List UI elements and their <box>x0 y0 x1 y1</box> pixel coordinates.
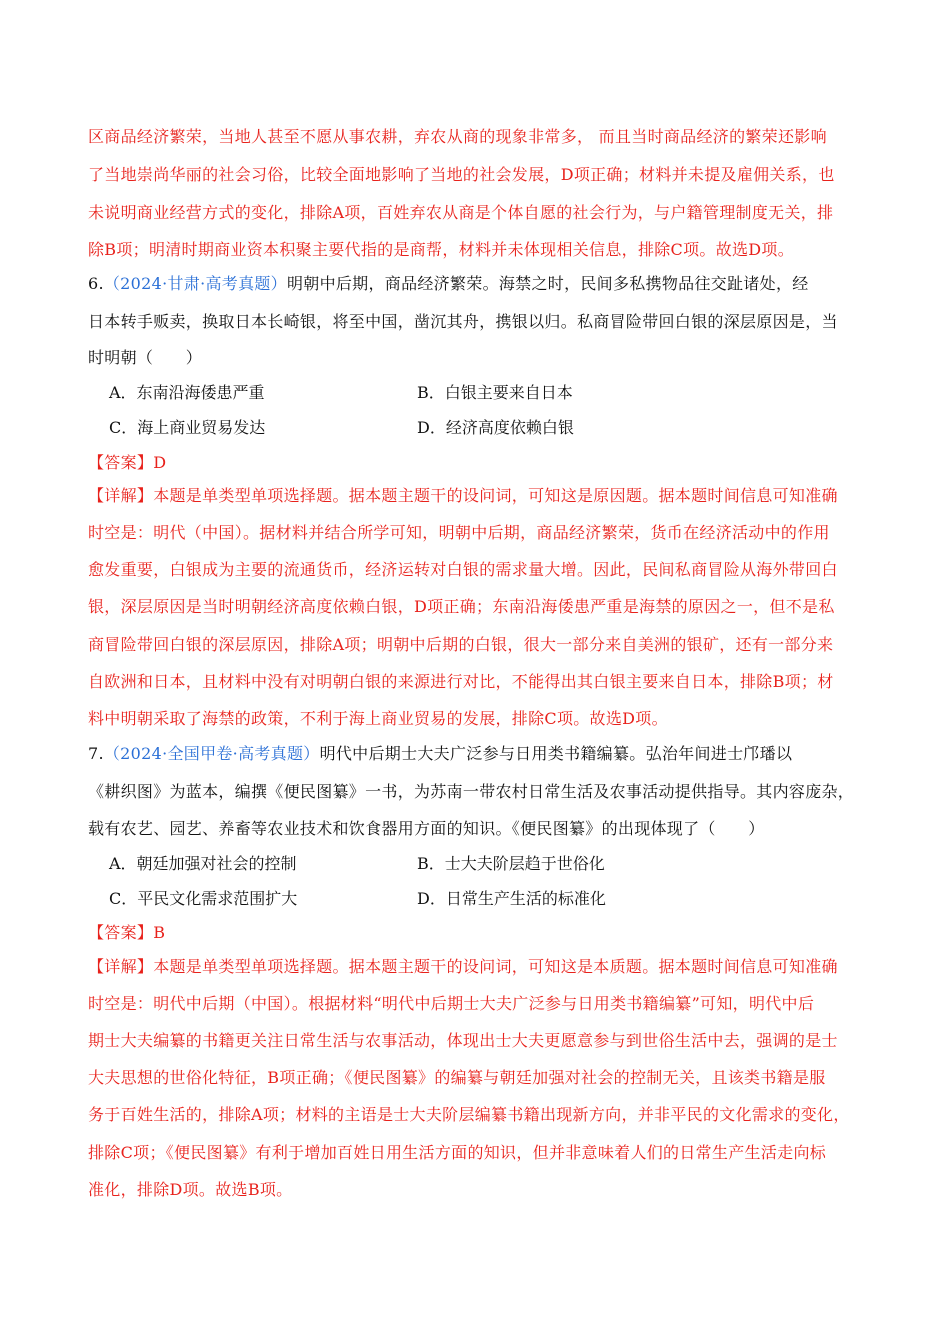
question-6-explanation-line: 愈发重要，白银成为主要的流通货币，经济运转对白银的需求量大增。因此，民间私商冒险从海外带回白 <box>88 560 838 579</box>
question-6-option-b: B．白银主要来自日本 <box>417 383 573 402</box>
question-7-option-a: A．朝廷加强对社会的控制 <box>109 854 297 873</box>
question-6-explanation-line: 银，深层原因是当时明朝经济高度依赖白银，D项正确；东南沿海倭患严重是海禁的原因之一，但不是私 <box>88 597 835 616</box>
prev-explanation-line: 区商品经济繁荣，当地人甚至不愿从事农耕，弃农从商的现象非常多， 而且当时商品经济的繁荣还影响 <box>88 127 827 146</box>
question-6-stem-line: 时明朝（ ） <box>88 348 203 367</box>
question-6-explanation-line: 商冒险带回白银的深层原因，排除A项；明朝中后期的白银，很大一部分来自美洲的银矿，还有一部分来 <box>88 635 834 654</box>
question-6-explanation-line: 自欧洲和日本，且材料中没有对明朝白银的来源进行对比，不能得出其白银主要来自日本，排除B项；材 <box>88 672 834 691</box>
question-6-answer: 【答案】D <box>88 453 167 472</box>
prev-explanation-line: 除B项；明清时期商业资本积聚主要代指的是商帮，材料并未体现相关信息，排除C项。故选D项。 <box>88 240 795 259</box>
question-number: 6. <box>88 274 104 293</box>
question-7-explanation-line: 务于百姓生活的，排除A项；材料的主语是士大夫阶层编纂书籍出现新方向，并非平民的文化需求的变化， <box>88 1105 850 1124</box>
question-7-explanation-line: 排除C项；《便民图纂》有利于增加百姓日用生活方面的知识，但并非意味着人们的日常生产生活走向标 <box>88 1143 827 1162</box>
question-6-option-d: D．经济高度依赖白银 <box>417 418 574 437</box>
question-6-option-c: C．海上商业贸易发达 <box>109 418 266 437</box>
question-7-stem-line: 《耕织图》为蓝本，编撰《便民图纂》一书，为苏南一带农村日常生活及农事活动提供指导。其内容庞杂， <box>88 782 855 801</box>
question-source: （2024·甘肃·高考真题） <box>103 274 287 293</box>
question-number: 7. <box>88 744 104 763</box>
question-6-option-a: A．东南沿海倭患严重 <box>109 383 265 402</box>
question-7-option-b: B．士大夫阶层趋于世俗化 <box>417 854 605 873</box>
question-6-explanation-line: 料中明朝采取了海禁的政策，不利于海上商业贸易的发展，排除C项。故选D项。 <box>88 709 668 728</box>
question-stem-text: 明朝中后期，商品经济繁荣。海禁之时，民间多私携物品往交趾诸处，经 <box>286 274 809 293</box>
prev-explanation-line: 了当地崇尚华丽的社会习俗，比较全面地影响了当地的社会发展，D项正确；材料并未提及雇佣关系，也 <box>88 165 835 184</box>
question-stem-text: 明代中后期士大夫广泛参与日用类书籍编纂。弘治年间进士邝璠以 <box>319 744 793 763</box>
question-7-stem-first-line <box>88 743 792 765</box>
question-7-explanation-line: 期士大夫编纂的书籍更关注日常生活与农事活动，体现出士大夫更愿意参与到世俗生活中去，强调的是士 <box>88 1031 838 1050</box>
prev-explanation-line: 未说明商业经营方式的变化，排除A项，百姓弃农从商是个体自愿的社会行为，与户籍管理制度无关，排 <box>88 203 834 222</box>
question-7-explanation-line: 大夫思想的世俗化特征，B项正确；《便民图纂》的编纂与朝廷加强对社会的控制无关，且该类书籍是服 <box>88 1068 826 1087</box>
question-7-answer: 【答案】B <box>88 923 166 942</box>
question-7-explanation-line: 准化，排除D项。故选B项。 <box>88 1180 293 1199</box>
question-7-option-d: D．日常生产生活的标准化 <box>417 889 606 908</box>
question-6-stem-first-line <box>88 273 809 295</box>
question-6-stem-line: 日本转手贩卖，换取日本长崎银，将至中国，凿沉其舟，携银以归。私商冒险带回白银的深层原因是，当 <box>88 312 838 331</box>
question-7-stem-line: 载有农艺、园艺、养畜等农业技术和饮食器用方面的知识。《便民图纂》的出现体现了（ ） <box>88 819 765 838</box>
question-7-explanation-line: 时空是：明代中后期（中国）。根据材料“明代中后期士大夫广泛参与日用类书籍编纂”可知，明代中后 <box>88 994 815 1013</box>
question-7-explanation-line: 【详解】本题是单类型单项选择题。据本题主题干的设问词，可知这是本质题。据本题时间信息可知准确 <box>88 957 838 976</box>
question-7-option-c: C．平民文化需求范围扩大 <box>109 889 298 908</box>
question-source: （2024·全国甲卷·高考真题） <box>103 744 320 763</box>
question-6-explanation-line: 【详解】本题是单类型单项选择题。据本题主题干的设问词，可知这是原因题。据本题时间信息可知准确 <box>88 486 838 505</box>
question-6-explanation-line: 时空是：明代（中国）。据材料并结合所学可知，明朝中后期，商品经济繁荣，货币在经济活动中的作用 <box>88 523 830 542</box>
